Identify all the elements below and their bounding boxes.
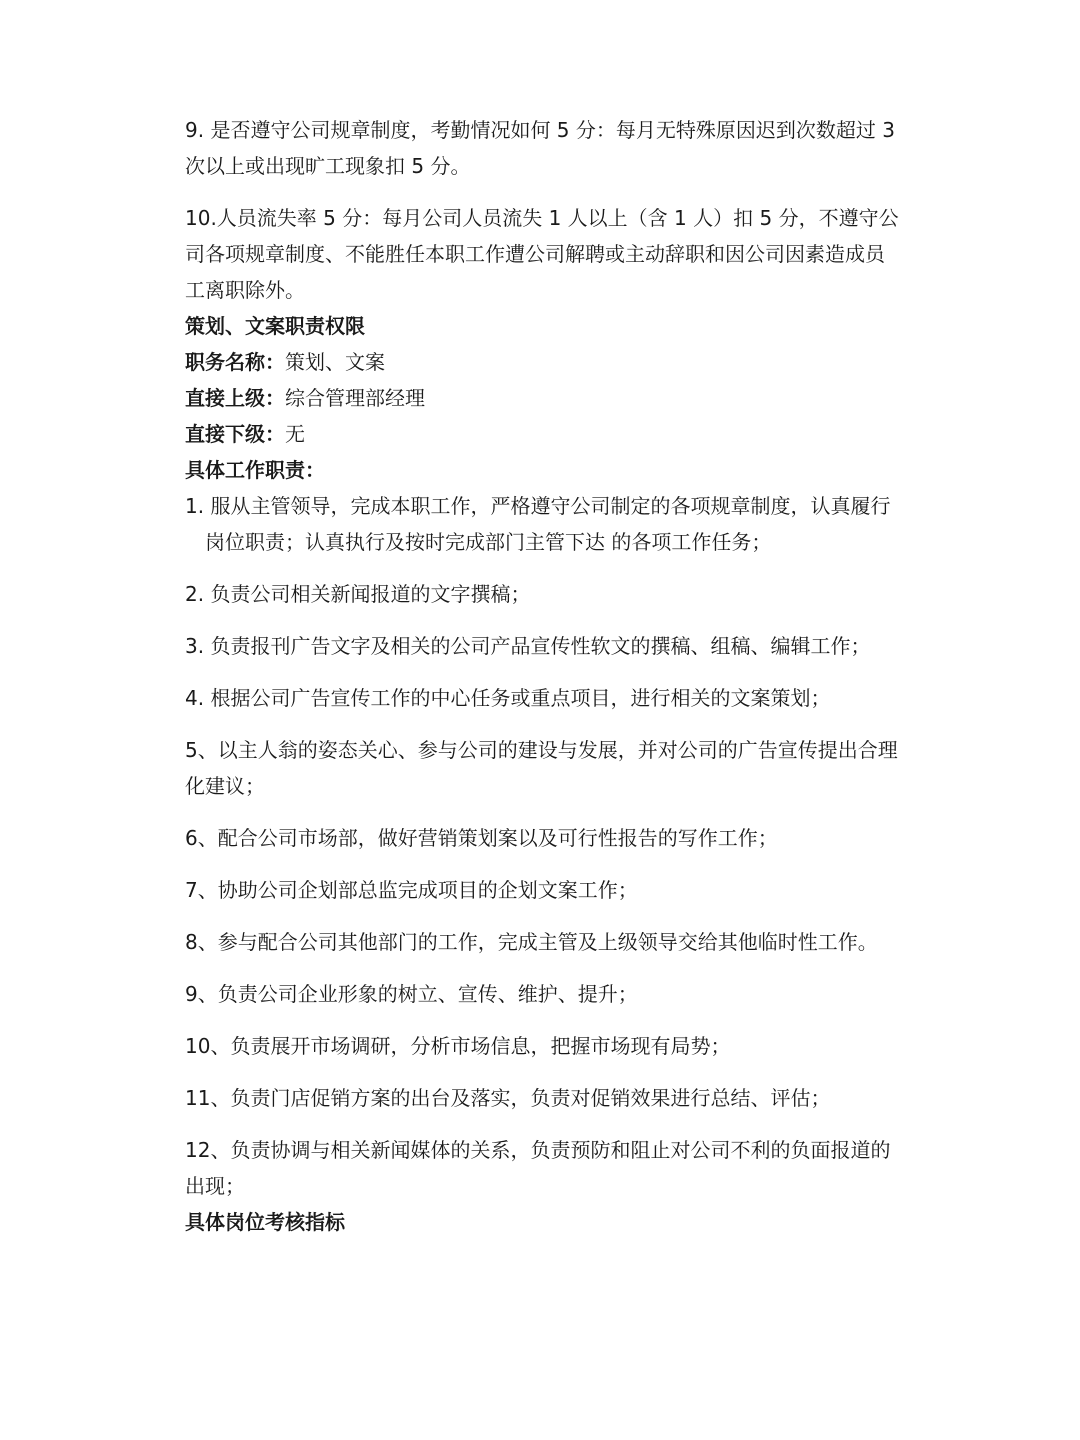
section-title-responsibilities: 策划、文案职责权限 [185, 314, 365, 338]
duty-item: 9、负责公司企业形象的树立、宣传、维护、提升； [185, 982, 638, 1006]
duty-item: 12、负责协调与相关新闻媒体的关系，负责预防和阻止对公司不利的负面报道的出现； [185, 1138, 891, 1198]
paragraph-attendance-rule: 9. 是否遵守公司规章制度，考勤情况如何 5 分：每月无特殊原因迟到次数超过 3 次以上或出现旷工现象扣 5 分。 [185, 118, 895, 178]
duty-item: 1. 服从主管领导，完成本职工作，严格遵守公司制定的各项规章制度，认真履行岗位职责；认真执行及按时完成部门主管下达 的各项工作任务； [185, 494, 891, 554]
paragraph-turnover-rule: 10.人员流失率 5 分：每月公司人员流失 1 人以上（含 1 人）扣 5 分，不遵守公司各项规章制度、不能胜任本职工作遭公司解聘或主动辞职和因公司因素造成员工离职除外。 [185, 206, 899, 302]
duty-item: 3. 负责报刊广告文字及相关的公司产品宣传性软文的撰稿、组稿、编辑工作； [185, 634, 871, 658]
duty-item: 4. 根据公司广告宣传工作的中心任务或重点项目，进行相关的文案策划； [185, 686, 831, 710]
duty-item: 5、以主人翁的姿态关心、参与公司的建设与发展，并对公司的广告宣传提出合理化建议； [185, 738, 898, 798]
duty-item: 11、负责门店促销方案的出台及落实，负责对促销效果进行总结、评估； [185, 1086, 831, 1110]
duty-item: 8、参与配合公司其他部门的工作，完成主管及上级领导交给其他临时性工作。 [185, 930, 878, 954]
field-subordinate-value: 无 [285, 422, 305, 446]
field-superior-label: 直接上级： [185, 386, 285, 410]
field-job-title-label: 职务名称： [185, 350, 285, 374]
field-job-title-value: 策划、文案 [285, 350, 385, 374]
duty-item: 2. 负责公司相关新闻报道的文字撰稿； [185, 582, 531, 606]
document-body [185, 112, 900, 1240]
section-title-kpi: 具体岗位考核指标 [185, 1210, 345, 1234]
field-subordinate [185, 416, 900, 452]
duty-item: 6、配合公司市场部，做好营销策划案以及可行性报告的写作工作； [185, 826, 778, 850]
duty-item: 7、协助公司企划部总监完成项目的企划文案工作； [185, 878, 638, 902]
field-job-title [185, 344, 900, 380]
field-superior [185, 380, 900, 416]
field-superior-value: 综合管理部经理 [285, 386, 425, 410]
duty-item: 10、负责展开市场调研，分析市场信息，把握市场现有局势； [185, 1034, 731, 1058]
field-subordinate-label: 直接下级： [185, 422, 285, 446]
duties-label: 具体工作职责： [185, 458, 325, 482]
